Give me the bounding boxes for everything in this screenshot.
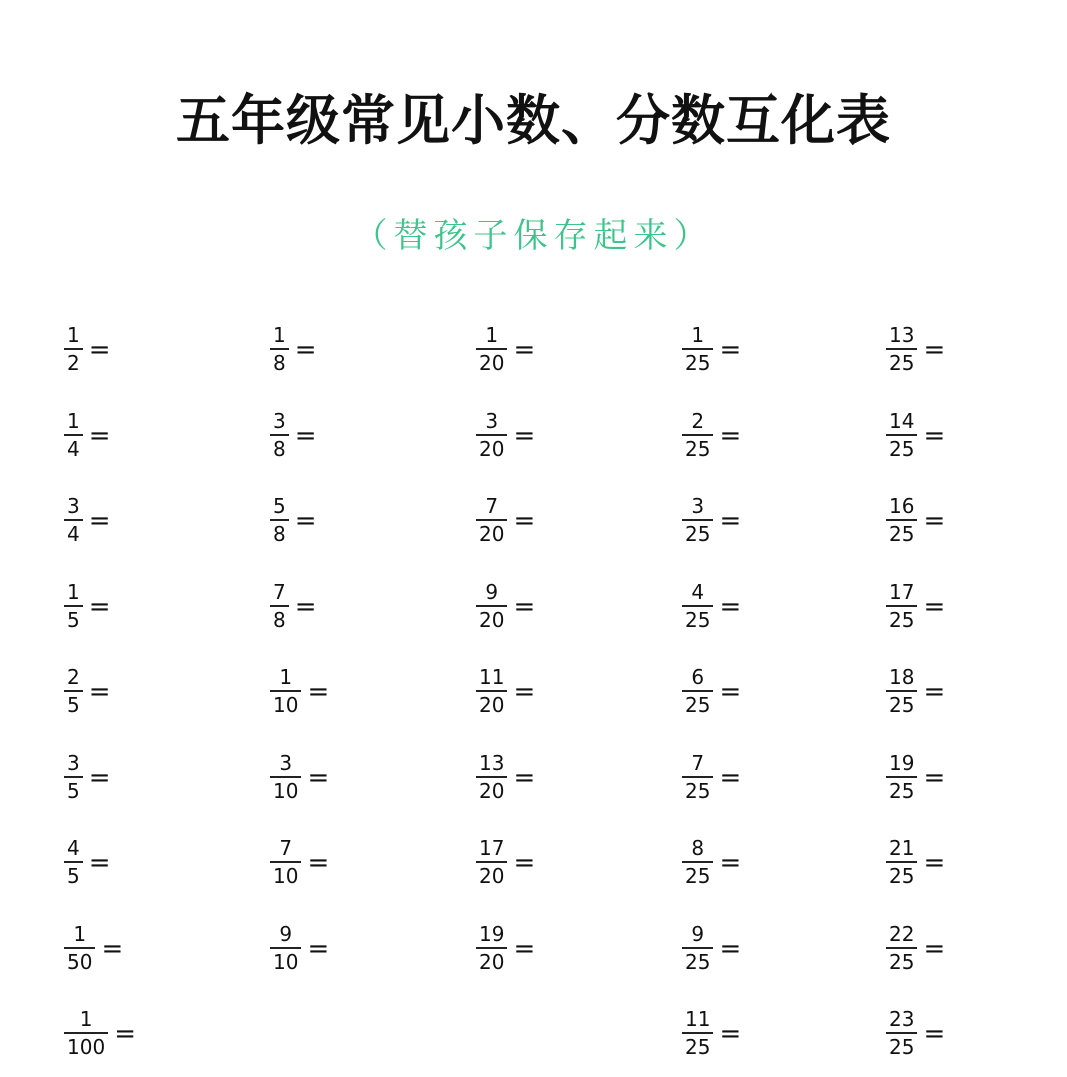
fraction	[64, 665, 83, 715]
numerator: 14	[889, 408, 915, 433]
numerator: 8	[691, 836, 705, 860]
fraction-item	[64, 831, 111, 891]
equals-sign: =	[513, 677, 536, 707]
equals-sign: =	[513, 506, 536, 536]
numerator: 3	[67, 750, 80, 775]
equals-sign: =	[307, 762, 330, 793]
fraction	[886, 494, 917, 544]
numerator: 7	[691, 750, 705, 775]
fraction-item	[886, 489, 945, 549]
equals-sign: =	[513, 591, 536, 622]
fraction-item	[886, 575, 945, 635]
denominator: 10	[273, 864, 299, 888]
numerator: 1	[67, 408, 80, 433]
denominator: 5	[67, 607, 80, 632]
fraction	[682, 836, 713, 886]
fraction-item	[682, 404, 741, 464]
equals-sign: =	[307, 677, 330, 707]
numerator: 11	[685, 1007, 711, 1031]
fraction-item	[64, 489, 111, 549]
equals-sign: =	[101, 933, 124, 964]
fraction	[886, 323, 917, 373]
fraction-item	[682, 831, 741, 891]
numerator: 1	[691, 323, 705, 347]
denominator: 25	[889, 522, 915, 546]
numerator: 9	[485, 579, 499, 604]
fraction	[64, 1007, 108, 1057]
equals-sign: =	[294, 335, 317, 365]
fraction-item	[886, 746, 945, 806]
fraction-item	[476, 489, 535, 549]
fraction-item	[886, 318, 945, 378]
fraction-item	[886, 660, 945, 720]
numerator: 7	[485, 494, 499, 518]
denominator: 5	[67, 864, 80, 888]
denominator: 20	[479, 436, 505, 461]
equals-sign: =	[719, 335, 742, 365]
numerator: 16	[889, 494, 915, 518]
equals-sign: =	[513, 335, 536, 365]
fraction	[270, 751, 301, 801]
numerator: 17	[479, 836, 505, 860]
equals-sign: =	[513, 848, 536, 878]
fraction-item	[270, 318, 317, 378]
fraction	[476, 494, 507, 544]
fraction-item	[64, 1002, 136, 1062]
fraction	[270, 580, 289, 630]
fraction	[270, 323, 289, 373]
fraction	[270, 922, 301, 972]
equals-sign: =	[88, 335, 111, 365]
equals-sign: =	[88, 762, 111, 793]
fraction-item	[64, 917, 123, 977]
numerator: 19	[479, 921, 505, 946]
fraction-item	[270, 831, 329, 891]
equals-sign: =	[719, 848, 742, 878]
equals-sign: =	[923, 591, 946, 622]
denominator: 20	[479, 949, 505, 974]
fraction	[476, 665, 507, 715]
numerator: 4	[691, 579, 705, 604]
fraction-item	[270, 917, 329, 977]
numerator: 3	[691, 494, 705, 518]
fraction	[270, 494, 289, 544]
fraction	[682, 409, 713, 459]
numerator: 18	[889, 665, 915, 689]
equals-sign: =	[294, 591, 317, 622]
fraction-item	[270, 660, 329, 720]
equals-sign: =	[88, 677, 111, 707]
page-subtitle: （替孩子保存起来）	[353, 216, 714, 256]
denominator: 20	[479, 522, 505, 546]
fraction	[64, 580, 83, 630]
fraction	[682, 323, 713, 373]
denominator: 100	[67, 1035, 106, 1059]
fraction	[64, 323, 83, 373]
denominator: 5	[67, 693, 80, 717]
equals-sign: =	[88, 848, 111, 878]
fraction-item	[682, 575, 741, 635]
equals-sign: =	[307, 933, 330, 964]
fraction	[476, 836, 507, 886]
fraction-item	[476, 746, 535, 806]
fraction	[682, 494, 713, 544]
fraction-item	[270, 575, 317, 635]
equals-sign: =	[114, 1019, 136, 1049]
fraction	[270, 665, 301, 715]
fraction	[682, 665, 713, 715]
equals-sign: =	[719, 1019, 742, 1049]
equals-sign: =	[923, 848, 946, 878]
denominator: 25	[889, 864, 915, 888]
fraction	[64, 836, 83, 886]
fraction	[64, 409, 83, 459]
equals-sign: =	[719, 506, 742, 536]
denominator: 25	[889, 693, 915, 717]
equals-sign: =	[513, 420, 536, 451]
denominator: 25	[889, 436, 915, 461]
denominator: 20	[479, 351, 505, 375]
denominator: 8	[273, 522, 286, 546]
fraction	[886, 409, 917, 459]
denominator: 25	[889, 351, 915, 375]
fraction	[270, 836, 301, 886]
fraction-item	[682, 746, 741, 806]
equals-sign: =	[719, 677, 742, 707]
fraction	[476, 751, 507, 801]
fraction-item	[476, 831, 535, 891]
fraction-item	[682, 917, 741, 977]
fraction	[682, 580, 713, 630]
equals-sign: =	[923, 933, 946, 964]
denominator: 25	[685, 864, 711, 888]
fraction-item	[886, 917, 945, 977]
fraction-item	[476, 575, 535, 635]
numerator: 17	[889, 579, 915, 604]
fraction-item	[886, 404, 945, 464]
fraction	[64, 922, 95, 972]
equals-sign: =	[719, 591, 742, 622]
denominator: 10	[273, 949, 299, 974]
numerator: 7	[273, 579, 286, 604]
numerator: 7	[279, 836, 293, 860]
equals-sign: =	[513, 933, 536, 964]
numerator: 3	[485, 408, 499, 433]
fraction-item	[886, 831, 945, 891]
numerator: 3	[279, 750, 293, 775]
numerator: 13	[479, 750, 505, 775]
denominator: 10	[273, 693, 299, 717]
denominator: 25	[889, 607, 915, 632]
fraction-item	[270, 404, 317, 464]
denominator: 20	[479, 607, 505, 632]
numerator: 1	[67, 323, 80, 347]
numerator: 6	[691, 665, 705, 689]
fraction	[476, 323, 507, 373]
numerator: 13	[889, 323, 915, 347]
equals-sign: =	[719, 762, 742, 793]
fraction-item	[682, 660, 741, 720]
fraction	[682, 1007, 713, 1057]
fraction	[886, 580, 917, 630]
denominator: 10	[273, 778, 299, 803]
fraction	[682, 751, 713, 801]
numerator: 1	[279, 665, 293, 689]
equals-sign: =	[923, 677, 946, 707]
equals-sign: =	[88, 591, 111, 622]
fraction-item	[476, 660, 535, 720]
numerator: 3	[67, 494, 80, 518]
numerator: 3	[273, 408, 286, 433]
fraction-item	[476, 318, 535, 378]
fraction-item	[270, 746, 329, 806]
numerator: 9	[279, 921, 293, 946]
numerator: 11	[479, 665, 505, 689]
equals-sign: =	[923, 762, 946, 793]
numerator: 1	[79, 1007, 93, 1031]
fraction	[886, 751, 917, 801]
denominator: 2	[67, 351, 80, 375]
denominator: 25	[889, 1035, 915, 1059]
denominator: 25	[685, 778, 711, 803]
equals-sign: =	[307, 848, 330, 878]
page-title: 五年级常见小数、分数互化表	[176, 88, 891, 152]
numerator: 5	[273, 494, 286, 518]
denominator: 20	[479, 778, 505, 803]
numerator: 21	[889, 836, 915, 860]
numerator: 4	[67, 836, 80, 860]
fraction	[476, 922, 507, 972]
denominator: 25	[889, 949, 915, 974]
denominator: 25	[889, 778, 915, 803]
fraction-item	[682, 489, 741, 549]
equals-sign: =	[513, 762, 536, 793]
fraction	[64, 494, 83, 544]
denominator: 8	[273, 436, 286, 461]
fraction-item	[64, 575, 111, 635]
equals-sign: =	[294, 420, 317, 451]
numerator: 2	[691, 408, 705, 433]
denominator: 50	[67, 949, 93, 974]
denominator: 25	[685, 949, 711, 974]
fraction-item	[270, 489, 317, 549]
fraction	[476, 580, 507, 630]
numerator: 23	[889, 1007, 915, 1031]
denominator: 25	[685, 693, 711, 717]
fraction-item	[64, 404, 111, 464]
numerator: 1	[73, 921, 87, 946]
fraction	[886, 836, 917, 886]
numerator: 1	[485, 323, 499, 347]
fraction-item	[682, 318, 741, 378]
denominator: 20	[479, 864, 505, 888]
fraction	[682, 922, 713, 972]
denominator: 25	[685, 436, 711, 461]
equals-sign: =	[923, 506, 946, 536]
numerator: 19	[889, 750, 915, 775]
denominator: 5	[67, 778, 80, 803]
fraction	[886, 922, 917, 972]
fraction	[270, 409, 289, 459]
fraction	[886, 1007, 917, 1057]
denominator: 25	[685, 607, 711, 632]
fraction	[476, 409, 507, 459]
numerator: 2	[67, 665, 80, 689]
equals-sign: =	[719, 420, 742, 451]
denominator: 4	[67, 522, 80, 546]
fraction	[886, 665, 917, 715]
numerator: 9	[691, 921, 705, 946]
equals-sign: =	[88, 420, 111, 451]
equals-sign: =	[923, 1019, 946, 1049]
denominator: 25	[685, 351, 711, 375]
fraction-item	[886, 1002, 945, 1062]
denominator: 4	[67, 436, 80, 461]
fraction-item	[64, 660, 111, 720]
denominator: 25	[685, 522, 711, 546]
numerator: 22	[889, 921, 915, 946]
equals-sign: =	[923, 335, 946, 365]
numerator: 1	[67, 579, 80, 604]
fraction-item	[476, 917, 535, 977]
equals-sign: =	[294, 506, 317, 536]
fraction-item	[682, 1002, 741, 1062]
equals-sign: =	[88, 506, 111, 536]
fraction-item	[476, 404, 535, 464]
fraction-item	[64, 746, 111, 806]
denominator: 25	[685, 1035, 711, 1059]
equals-sign: =	[923, 420, 946, 451]
denominator: 20	[479, 693, 505, 717]
denominator: 8	[273, 607, 286, 632]
denominator: 8	[273, 351, 286, 375]
equals-sign: =	[719, 933, 742, 964]
numerator: 1	[273, 323, 286, 347]
fraction-item	[64, 318, 111, 378]
fraction	[64, 751, 83, 801]
